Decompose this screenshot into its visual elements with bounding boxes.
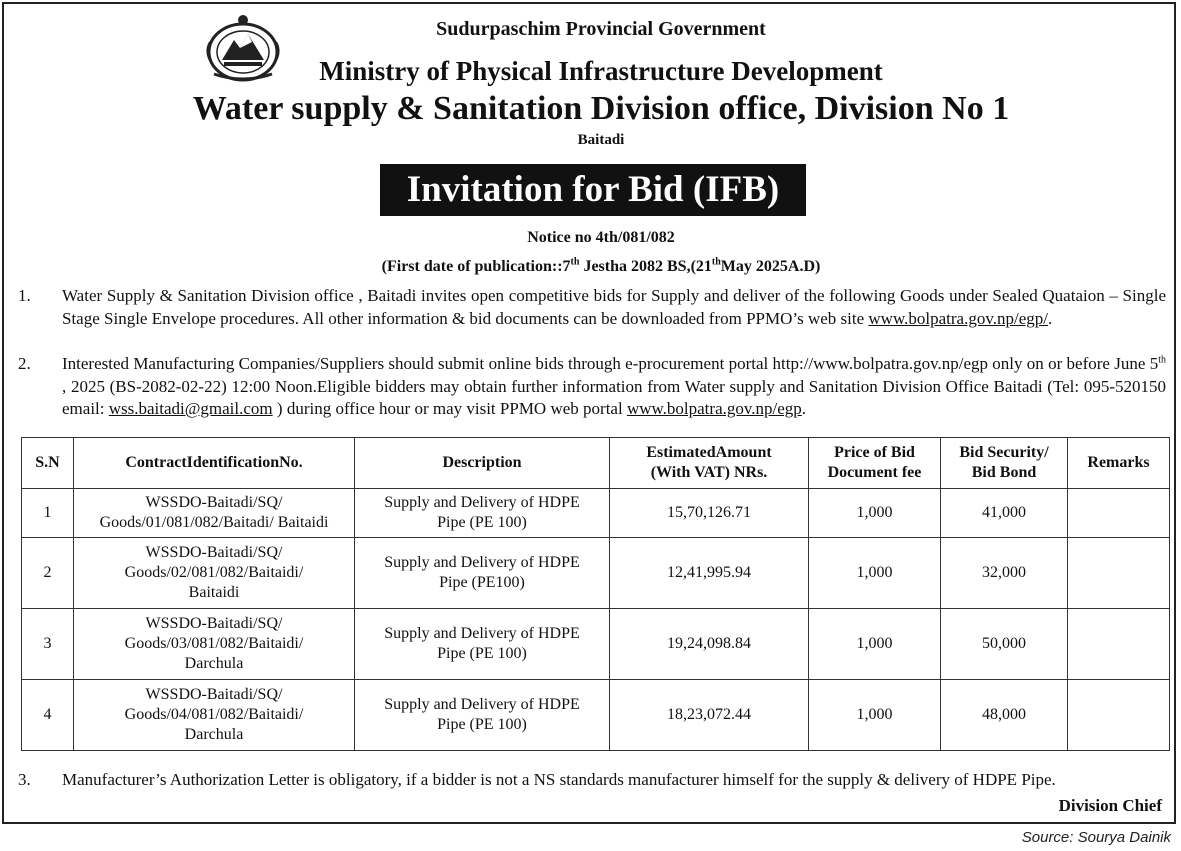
- cell-remarks: [1068, 489, 1170, 538]
- clause-1: [18, 285, 1166, 330]
- cell-amount: 15,70,126.71: [610, 489, 809, 538]
- signature-title: Division Chief: [1058, 796, 1162, 815]
- cell-contract: WSSDO-Baitadi/SQ/ Goods/02/081/082/Baitaidi/ Baitaidi: [74, 538, 355, 609]
- ministry-name: Ministry of Physical Infrastructure Development: [319, 56, 883, 86]
- cell-contract: WSSDO-Baitadi/SQ/ Goods/04/081/082/Baitaidi/ Darchula: [74, 680, 355, 751]
- email-link[interactable]: wss.baitadi@gmail.com: [108, 399, 273, 418]
- clause-number: 1.: [18, 286, 31, 305]
- cell-amount: 18,23,072.44: [610, 680, 809, 751]
- clause-text: Interested Manufacturing Companies/Suppliers should submit online bids through e-procurement portal http://www.bolpatra.gov.np/egp only on or before June 5th , 2025 (BS-2082-02-22) 12:00 Noon.Eligible bidders may obtain further information from Water supply and Sanitation Division Office Baitadi (Tel: 095-520150 email: wss.baitadi@gmail.com ) during office hour or may visit PPMO web portal www.bolpatra.gov.np/egp.: [62, 354, 1166, 418]
- cell-amount: 19,24,098.84: [610, 609, 809, 680]
- cell-security: 32,000: [941, 538, 1068, 609]
- header-remarks: Remarks: [1068, 438, 1170, 489]
- table-row: [22, 680, 1170, 751]
- clause-number: 3.: [18, 770, 31, 789]
- cell-sn: 4: [22, 680, 74, 751]
- header-sn: S.N: [22, 438, 74, 489]
- cell-security: 50,000: [941, 609, 1068, 680]
- cell-fee: 1,000: [809, 538, 941, 609]
- clause-text: Water Supply & Sanitation Division office , Baitadi invites open competitive bids for Supply and deliver of the following Goods under Sealed Quataion – Single Stage Single Envelope procedures. All other information & bid documents can be downloaded from PPMO’s web site www.bolpatra.gov.np/egp/.: [62, 286, 1166, 328]
- clause-text: Manufacturer’s Authorization Letter is obligatory, if a bidder is not a NS standards manufacturer himself for the supply & delivery of HDPE Pipe.: [62, 770, 1056, 789]
- cell-description: Supply and Delivery of HDPE Pipe (PE 100): [355, 680, 610, 751]
- cell-sn: 3: [22, 609, 74, 680]
- cell-remarks: [1068, 538, 1170, 609]
- source-credit: Source: Sourya Dainik: [1021, 829, 1171, 846]
- cell-description: Supply and Delivery of HDPE Pipe (PE 100): [355, 489, 610, 538]
- ifb-banner: Invitation for Bid (IFB): [380, 164, 806, 216]
- cell-remarks: [1068, 680, 1170, 751]
- header-description: Description: [355, 438, 610, 489]
- clause-number: 2.: [18, 354, 31, 373]
- header-security: Bid Security/ Bid Bond: [941, 438, 1068, 489]
- header-contract: ContractIdentificationNo.: [74, 438, 355, 489]
- table-row: [22, 538, 1170, 609]
- ppmo-portal-link[interactable]: www.bolpatra.gov.np/egp: [626, 399, 802, 418]
- clause-3: [18, 769, 1166, 792]
- cell-description: Supply and Delivery of HDPE Pipe (PE100): [355, 538, 610, 609]
- table-row: [22, 609, 1170, 680]
- bids-table: [21, 437, 1170, 751]
- cell-contract: WSSDO-Baitadi/SQ/ Goods/03/081/082/Baitaidi/ Darchula: [74, 609, 355, 680]
- table-row: [22, 489, 1170, 538]
- publication-date: (First date of publication::7th Jestha 2082 BS,(21thMay 2025A.D): [381, 256, 821, 275]
- clause-2: [18, 353, 1166, 421]
- cell-contract: WSSDO-Baitadi/SQ/ Goods/01/081/082/Baitadi/ Baitaidi: [74, 489, 355, 538]
- cell-remarks: [1068, 609, 1170, 680]
- office-name: Water supply & Sanitation Division office, Division No 1: [192, 90, 1010, 127]
- cell-amount: 12,41,995.94: [610, 538, 809, 609]
- header-fee: Price of Bid Document fee: [809, 438, 941, 489]
- cell-fee: 1,000: [809, 680, 941, 751]
- cell-security: 48,000: [941, 680, 1068, 751]
- cell-fee: 1,000: [809, 489, 941, 538]
- cell-sn: 2: [22, 538, 74, 609]
- cell-description: Supply and Delivery of HDPE Pipe (PE 100): [355, 609, 610, 680]
- cell-fee: 1,000: [809, 609, 941, 680]
- header-amount: EstimatedAmount (With VAT) NRs.: [610, 438, 809, 489]
- cell-security: 41,000: [941, 489, 1068, 538]
- notice-frame: [2, 2, 1176, 824]
- office-location: Baitadi: [577, 132, 625, 148]
- table-header-row: [22, 438, 1170, 489]
- ppmo-link[interactable]: www.bolpatra.gov.np/egp/: [868, 308, 1048, 328]
- cell-sn: 1: [22, 489, 74, 538]
- notice-number: Notice no 4th/081/082: [527, 229, 675, 246]
- government-name: Sudurpaschim Provincial Government: [436, 18, 766, 40]
